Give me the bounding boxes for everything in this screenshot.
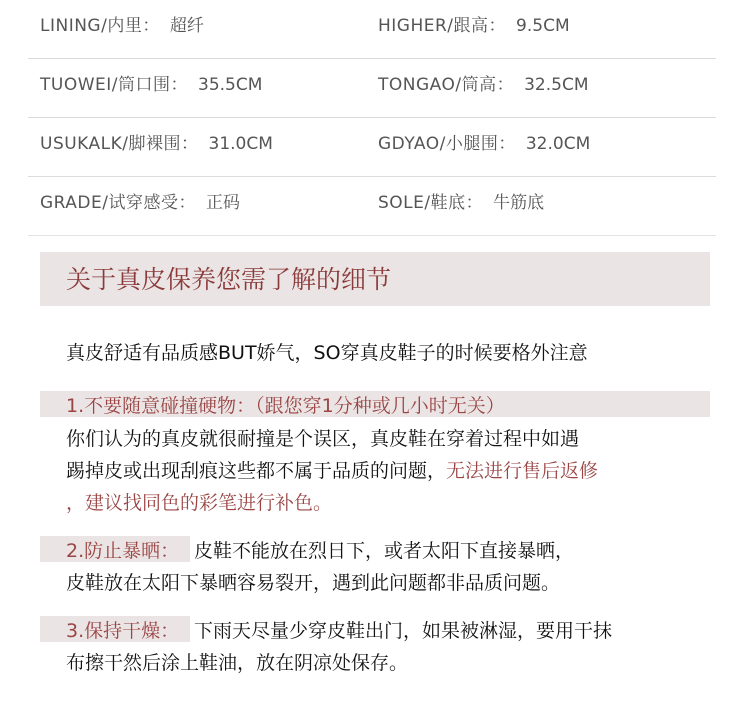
section-title: 关于真皮保养您需了解的细节 [66, 265, 392, 294]
tip-text: 下雨天尽量少穿皮鞋出门，如果被淋湿，要用干抹 [194, 620, 613, 642]
spec-label: HIGHER/跟高： [378, 16, 507, 36]
spec-value: 32.5CM [524, 75, 589, 95]
spec-row [28, 118, 716, 177]
spec-value: 32.0CM [525, 134, 591, 154]
spec-label: GDYAO/小腿围： [378, 134, 516, 154]
spec-value: 31.0CM [208, 134, 273, 154]
spec-label: LINING/内里： [40, 16, 160, 36]
tip-text-highlight: ，建议找同色的彩笔进行补色。 [66, 492, 333, 514]
spec-label: GRADE/试穿感受： [40, 193, 196, 213]
tip-text: 你们认为的真皮就很耐撞是个误区，真皮鞋在穿着过程中如遇 [66, 428, 580, 450]
spec-cell [40, 177, 240, 233]
spec-cell [378, 177, 544, 233]
tip-label: 2.防止暴晒： [66, 540, 180, 562]
intro-text: 真皮舒适有品质感BUT娇气，SO穿真皮鞋子的时候要格外注意 [66, 342, 588, 364]
spec-value: 超纤 [169, 16, 204, 36]
spec-label: TUOWEI/筒口围： [40, 75, 188, 95]
tip-text [66, 456, 598, 483]
spec-label: SOLE/鞋底： [378, 193, 484, 213]
spec-row [28, 59, 716, 118]
tip-text-highlight: 无法进行售后返修 [446, 460, 599, 482]
spec-table [28, 0, 716, 236]
spec-label: TONGAO/筒高： [378, 75, 515, 95]
spec-cell [40, 59, 262, 115]
section-header [40, 252, 710, 306]
spec-value: 9.5CM [516, 16, 570, 36]
spec-row [28, 0, 716, 59]
tip-text: 皮鞋放在太阳下暴晒容易裂开，遇到此问题都非品质问题。 [66, 572, 561, 594]
spec-cell [378, 118, 590, 174]
tip-label: 1.不要随意碰撞硬物：（跟您穿1分种或几小时无关） [66, 395, 505, 417]
spec-row [28, 177, 716, 236]
tip-text-plain: 踢掉皮或出现刮痕这些都不属于品质的问题， [66, 460, 447, 482]
spec-value: 正码 [206, 193, 240, 213]
spec-cell [378, 59, 589, 115]
spec-cell [378, 0, 570, 56]
tip-text: 皮鞋不能放在烈日下，或者太阳下直接暴晒， [194, 540, 575, 562]
spec-value: 牛筋底 [493, 193, 545, 213]
spec-value: 35.5CM [198, 75, 263, 95]
spec-cell [40, 118, 273, 174]
tip-label: 3.保持干燥： [66, 620, 180, 642]
spec-label: USUKALK/脚裸围： [40, 134, 199, 154]
tip-text: 布擦干然后涂上鞋油，放在阴凉处保存。 [66, 652, 409, 674]
spec-cell [40, 0, 204, 56]
